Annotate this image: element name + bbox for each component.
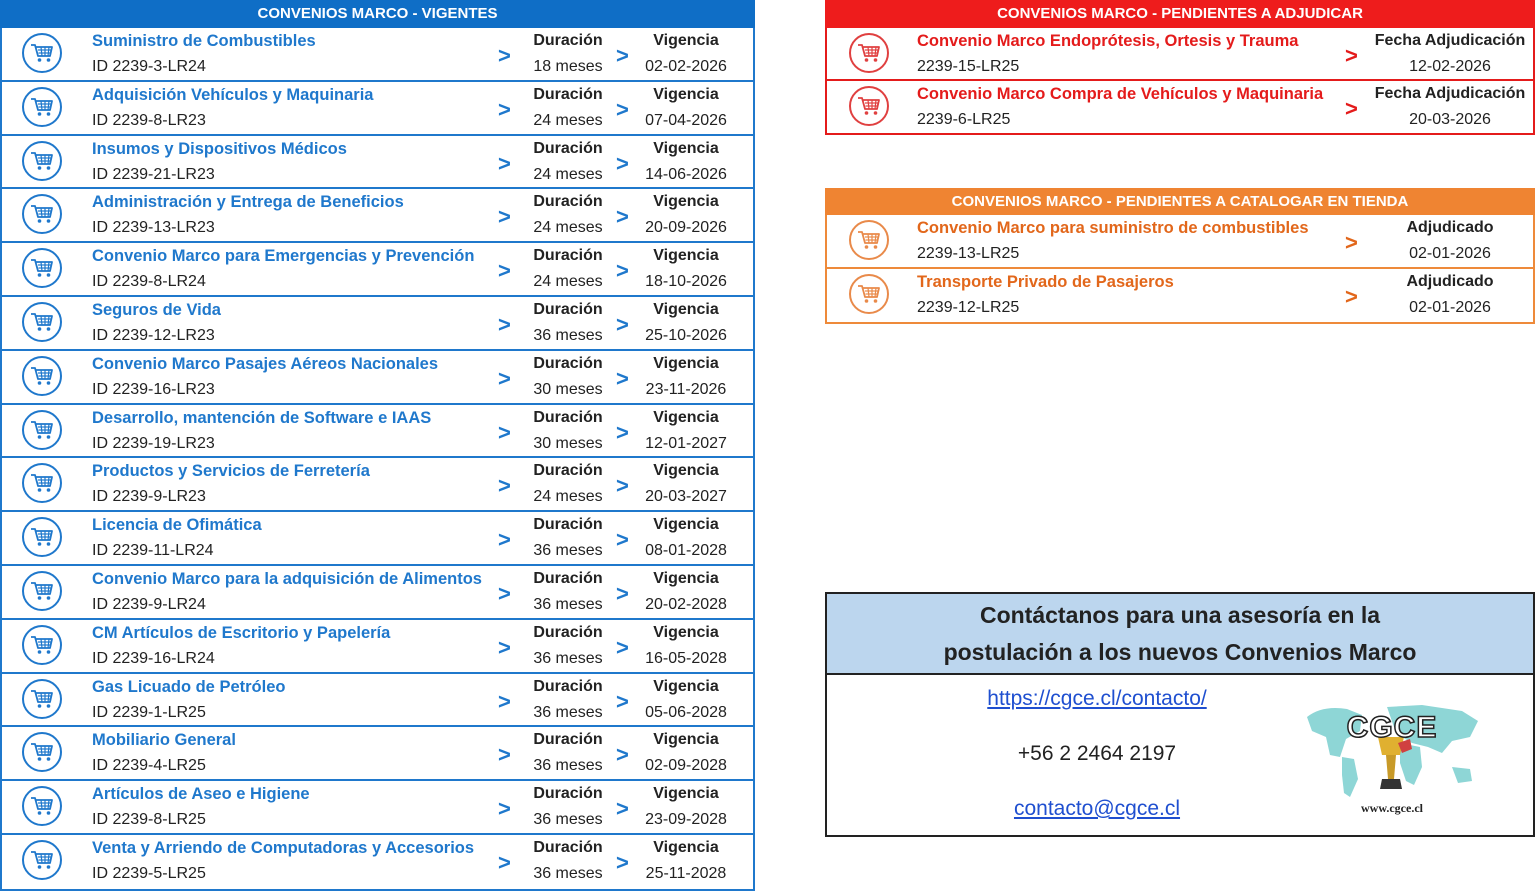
shopping-cart-icon[interactable] — [22, 141, 62, 181]
duration-label: Duración — [533, 139, 603, 157]
convenio-id: ID 2239-5-LR25 — [92, 864, 206, 882]
vigente-row[interactable] — [2, 620, 753, 674]
validity-label: Vigencia — [653, 32, 719, 49]
validity-label: Vigencia — [653, 193, 719, 211]
chevron-right-icon: > — [616, 796, 629, 822]
vigentes-header: CONVENIOS MARCO - VIGENTES — [0, 0, 755, 28]
chevron-right-icon: > — [498, 150, 511, 176]
award-date-value: 20-03-2026 — [1409, 111, 1491, 128]
shopping-cart-icon[interactable] — [849, 33, 889, 73]
convenio-id: ID 2239-16-LR24 — [92, 649, 215, 667]
contact-email-link[interactable]: contacto@cgce.cl — [1013, 797, 1181, 820]
validity-label: Vigencia — [653, 785, 719, 803]
duration-value: 36 meses — [533, 864, 603, 882]
validity-value: 16-05-2028 — [645, 649, 727, 667]
chevron-right-icon: > — [616, 96, 629, 122]
contact-url-link[interactable]: https://cgce.cl/contacto/ — [987, 687, 1207, 710]
convenio-name[interactable]: Convenio Marco Pasajes Aéreos Nacionales — [92, 354, 439, 373]
chevron-right-icon: > — [1345, 284, 1358, 309]
duration-value: 24 meses — [533, 273, 603, 291]
chevron-right-icon: > — [616, 365, 629, 391]
shopping-cart-icon[interactable] — [22, 248, 62, 288]
duration-label: Duración — [533, 731, 603, 749]
pendiente-catalogar-row[interactable] — [827, 215, 1533, 269]
shopping-cart-icon[interactable] — [22, 840, 62, 880]
duration-label: Duración — [533, 85, 603, 103]
chevron-right-icon: > — [616, 419, 629, 445]
shopping-cart-icon[interactable] — [22, 463, 62, 503]
contact-box — [825, 592, 1535, 837]
convenio-id: ID 2239-8-LR25 — [92, 811, 206, 829]
convenio-name[interactable]: Administración y Entrega de Beneficios — [92, 193, 404, 212]
shopping-cart-icon[interactable] — [22, 679, 62, 719]
chevron-right-icon: > — [616, 634, 629, 660]
vigente-row[interactable] — [2, 458, 753, 512]
duration-label: Duración — [533, 516, 603, 534]
validity-label: Vigencia — [653, 731, 719, 749]
awarded-label: Adjudicado — [1406, 273, 1494, 290]
chevron-right-icon: > — [498, 849, 511, 875]
convenio-id: ID 2239-4-LR25 — [92, 757, 206, 775]
chevron-right-icon: > — [616, 204, 629, 230]
logo-text: CGCE — [1346, 711, 1438, 744]
shopping-cart-icon[interactable] — [22, 33, 62, 73]
convenio-name[interactable]: Seguros de Vida — [92, 300, 221, 319]
shopping-cart-icon[interactable] — [22, 87, 62, 127]
validity-value: 20-09-2026 — [645, 219, 727, 237]
convenio-id: ID 2239-8-LR24 — [92, 273, 206, 291]
chevron-right-icon: > — [616, 688, 629, 714]
vigente-row[interactable] — [2, 297, 753, 351]
validity-value: 02-02-2026 — [645, 58, 727, 75]
validity-value: 05-06-2028 — [645, 703, 727, 721]
vigente-row[interactable] — [2, 727, 753, 781]
duration-value: 18 meses — [533, 58, 603, 75]
duration-value: 24 meses — [533, 111, 603, 129]
duration-label: Duración — [533, 623, 603, 641]
duration-label: Duración — [533, 354, 603, 372]
duration-value: 30 meses — [533, 380, 603, 398]
shopping-cart-icon[interactable] — [22, 517, 62, 557]
shopping-cart-icon[interactable] — [849, 220, 889, 260]
pendiente-adjudicar-row[interactable] — [827, 28, 1533, 81]
validity-value: 23-11-2026 — [645, 380, 727, 398]
validity-label: Vigencia — [653, 85, 719, 103]
chevron-right-icon: > — [498, 258, 511, 284]
awarded-date-value: 02-01-2026 — [1409, 245, 1491, 262]
convenio-id: ID 2239-13-LR23 — [92, 219, 215, 237]
duration-value: 36 meses — [533, 326, 603, 344]
convenio-name[interactable]: Transporte Privado de Pasajeros — [917, 273, 1174, 291]
vigente-row[interactable] — [2, 243, 753, 297]
duration-label: Duración — [533, 193, 603, 211]
convenio-id: ID 2239-9-LR23 — [92, 488, 206, 506]
shopping-cart-icon[interactable] — [22, 786, 62, 826]
validity-value: 23-09-2028 — [645, 811, 727, 829]
validity-label: Vigencia — [653, 139, 719, 157]
convenio-name[interactable]: Adquisición Vehículos y Maquinaria — [92, 85, 374, 104]
duration-label: Duración — [533, 32, 603, 49]
chevron-right-icon: > — [616, 43, 629, 68]
chevron-right-icon: > — [498, 527, 511, 553]
convenio-id: ID 2239-8-LR23 — [92, 111, 206, 129]
duration-value: 36 meses — [533, 811, 603, 829]
duration-label: Duración — [533, 838, 603, 856]
chevron-right-icon: > — [616, 849, 629, 875]
duration-label: Duración — [533, 408, 603, 426]
pendiente-adjudicar-row[interactable] — [827, 81, 1533, 133]
shopping-cart-icon[interactable] — [22, 302, 62, 342]
pendientes-catalogar-header: CONVENIOS MARCO - PENDIENTES A CATALOGAR EN TIENDA — [825, 188, 1535, 215]
cgce-logo — [1302, 697, 1482, 821]
duration-label: Duración — [533, 785, 603, 803]
convenio-id: ID 2239-1-LR25 — [92, 703, 206, 721]
chevron-right-icon: > — [1345, 96, 1358, 121]
awarded-date-value: 02-01-2026 — [1409, 299, 1491, 316]
convenio-id: 2239-13-LR25 — [917, 245, 1020, 262]
validity-value: 14-06-2026 — [645, 165, 727, 183]
convenio-name[interactable]: Convenio Marco Compra de Vehículos y Maquinaria — [917, 85, 1324, 103]
chevron-right-icon: > — [498, 96, 511, 122]
convenio-name[interactable]: Convenio Marco para Emergencias y Prevención — [92, 247, 475, 266]
convenio-name[interactable]: Desarrollo, mantención de Software e IAAS — [92, 408, 432, 427]
pendiente-catalogar-row[interactable] — [827, 269, 1533, 322]
validity-label: Vigencia — [653, 516, 719, 534]
chevron-right-icon: > — [616, 311, 629, 337]
award-date-label: Fecha Adjudicación — [1374, 85, 1526, 102]
convenio-id: ID 2239-16-LR23 — [92, 380, 215, 398]
chevron-right-icon: > — [498, 365, 511, 391]
validity-value: 02-09-2028 — [645, 757, 727, 775]
convenio-id: ID 2239-21-LR23 — [92, 165, 215, 183]
convenio-name[interactable]: Licencia de Ofimática — [92, 516, 262, 535]
chevron-right-icon: > — [498, 204, 511, 230]
validity-label: Vigencia — [653, 247, 719, 265]
chevron-right-icon: > — [498, 796, 511, 822]
duration-label: Duración — [533, 569, 603, 587]
duration-value: 24 meses — [533, 488, 603, 506]
shopping-cart-icon[interactable] — [22, 625, 62, 665]
convenio-name[interactable]: Suministro de Combustibles — [92, 32, 316, 50]
convenio-id: 2239-15-LR25 — [917, 58, 1020, 75]
duration-label: Duración — [533, 300, 603, 318]
validity-value: 08-01-2028 — [645, 542, 727, 560]
convenio-id: ID 2239-3-LR24 — [92, 58, 206, 75]
validity-value: 25-11-2028 — [645, 864, 727, 882]
vigente-row[interactable] — [2, 512, 753, 566]
validity-label: Vigencia — [653, 838, 719, 856]
pendientes-adjudicar-header: CONVENIOS MARCO - PENDIENTES A ADJUDICAR — [825, 0, 1535, 28]
convenio-name[interactable]: Insumos y Dispositivos Médicos — [92, 139, 347, 158]
chevron-right-icon: > — [498, 419, 511, 445]
chevron-right-icon: > — [1345, 230, 1358, 255]
pendientes-catalogar-list — [825, 215, 1535, 324]
convenio-name[interactable]: Convenio Marco para la adquisición de Alimentos — [92, 569, 482, 588]
convenio-id: 2239-12-LR25 — [917, 299, 1020, 316]
chevron-right-icon: > — [498, 688, 511, 714]
vigente-row[interactable] — [2, 351, 753, 405]
duration-value: 36 meses — [533, 757, 603, 775]
shopping-cart-icon[interactable] — [849, 86, 889, 126]
chevron-right-icon: > — [498, 473, 511, 499]
shopping-cart-icon[interactable] — [849, 274, 889, 314]
chevron-right-icon: > — [498, 311, 511, 337]
convenio-name[interactable]: CM Artículos de Escritorio y Papelería — [92, 623, 391, 642]
vigente-row[interactable] — [2, 781, 753, 835]
vigentes-list — [0, 28, 755, 891]
contact-title-line2: postulación a los nuevos Convenios Marco — [943, 639, 1417, 665]
chevron-right-icon: > — [616, 742, 629, 768]
contact-title — [827, 594, 1533, 675]
chevron-right-icon: > — [616, 580, 629, 606]
duration-value: 30 meses — [533, 434, 603, 452]
shopping-cart-icon[interactable] — [22, 571, 62, 611]
validity-label: Vigencia — [653, 408, 719, 426]
duration-value: 36 meses — [533, 595, 603, 613]
vigente-row[interactable] — [2, 405, 753, 459]
validity-value: 18-10-2026 — [645, 273, 727, 291]
convenio-name[interactable]: Artículos de Aseo e Higiene — [92, 785, 310, 804]
chevron-right-icon: > — [616, 527, 629, 553]
vigente-row[interactable] — [2, 835, 753, 889]
validity-value: 07-04-2026 — [645, 111, 727, 129]
contact-title-line1: Contáctanos para una asesoría en la — [979, 602, 1381, 628]
validity-label: Vigencia — [653, 569, 719, 587]
convenio-name[interactable]: Convenio Marco para suministro de combustibles — [917, 219, 1309, 237]
validity-value: 20-03-2027 — [645, 488, 727, 506]
duration-value: 36 meses — [533, 542, 603, 560]
shopping-cart-icon[interactable] — [22, 356, 62, 396]
validity-label: Vigencia — [653, 677, 719, 695]
vigente-row[interactable] — [2, 82, 753, 136]
chevron-right-icon: > — [498, 634, 511, 660]
validity-label: Vigencia — [653, 462, 719, 480]
duration-value: 24 meses — [533, 165, 603, 183]
shopping-cart-icon[interactable] — [22, 194, 62, 234]
convenio-id: 2239-6-LR25 — [917, 111, 1011, 128]
vigente-row[interactable] — [2, 28, 753, 82]
convenio-name[interactable]: Mobiliario General — [92, 731, 236, 750]
convenio-id: ID 2239-19-LR23 — [92, 434, 215, 452]
award-date-label: Fecha Adjudicación — [1374, 32, 1526, 49]
chevron-right-icon: > — [498, 742, 511, 768]
shopping-cart-icon[interactable] — [22, 410, 62, 450]
vigente-row[interactable] — [2, 189, 753, 243]
contact-phone: +56 2 2464 2197 — [1017, 742, 1177, 765]
logo-url: www.cgce.cl — [1361, 801, 1423, 815]
pendientes-catalogar-panel — [825, 188, 1535, 324]
shopping-cart-icon[interactable] — [22, 732, 62, 772]
chevron-right-icon: > — [498, 43, 511, 68]
pendientes-adjudicar-panel — [825, 0, 1535, 135]
validity-label: Vigencia — [653, 623, 719, 641]
duration-label: Duración — [533, 462, 603, 480]
convenio-name[interactable]: Convenio Marco Endoprótesis, Ortesis y Trauma — [917, 32, 1299, 50]
validity-label: Vigencia — [653, 354, 719, 372]
validity-value: 12-01-2027 — [645, 434, 727, 452]
duration-value: 36 meses — [533, 703, 603, 721]
convenio-id: ID 2239-11-LR24 — [92, 542, 214, 560]
convenio-id: ID 2239-9-LR24 — [92, 595, 206, 613]
convenio-id: ID 2239-12-LR23 — [92, 326, 215, 344]
convenio-name[interactable]: Venta y Arriendo de Computadoras y Accesorios — [92, 838, 475, 857]
duration-label: Duración — [533, 677, 603, 695]
pendientes-adjudicar-list — [825, 28, 1535, 135]
chevron-right-icon: > — [616, 473, 629, 499]
chevron-right-icon: > — [498, 580, 511, 606]
convenio-name[interactable]: Productos y Servicios de Ferretería — [92, 462, 370, 481]
vigentes-panel — [0, 0, 755, 891]
chevron-right-icon: > — [1345, 43, 1358, 68]
convenio-name[interactable]: Gas Licuado de Petróleo — [92, 677, 286, 696]
vigente-row[interactable] — [2, 674, 753, 728]
duration-label: Duración — [533, 247, 603, 265]
awarded-label: Adjudicado — [1406, 219, 1494, 236]
award-date-value: 12-02-2026 — [1409, 58, 1491, 75]
duration-value: 36 meses — [533, 649, 603, 667]
chevron-right-icon: > — [616, 258, 629, 284]
validity-value: 25-10-2026 — [645, 326, 727, 344]
chevron-right-icon: > — [616, 150, 629, 176]
vigente-row[interactable] — [2, 566, 753, 620]
validity-label: Vigencia — [653, 300, 719, 318]
vigente-row[interactable] — [2, 136, 753, 190]
validity-value: 20-02-2028 — [645, 595, 727, 613]
duration-value: 24 meses — [533, 219, 603, 237]
